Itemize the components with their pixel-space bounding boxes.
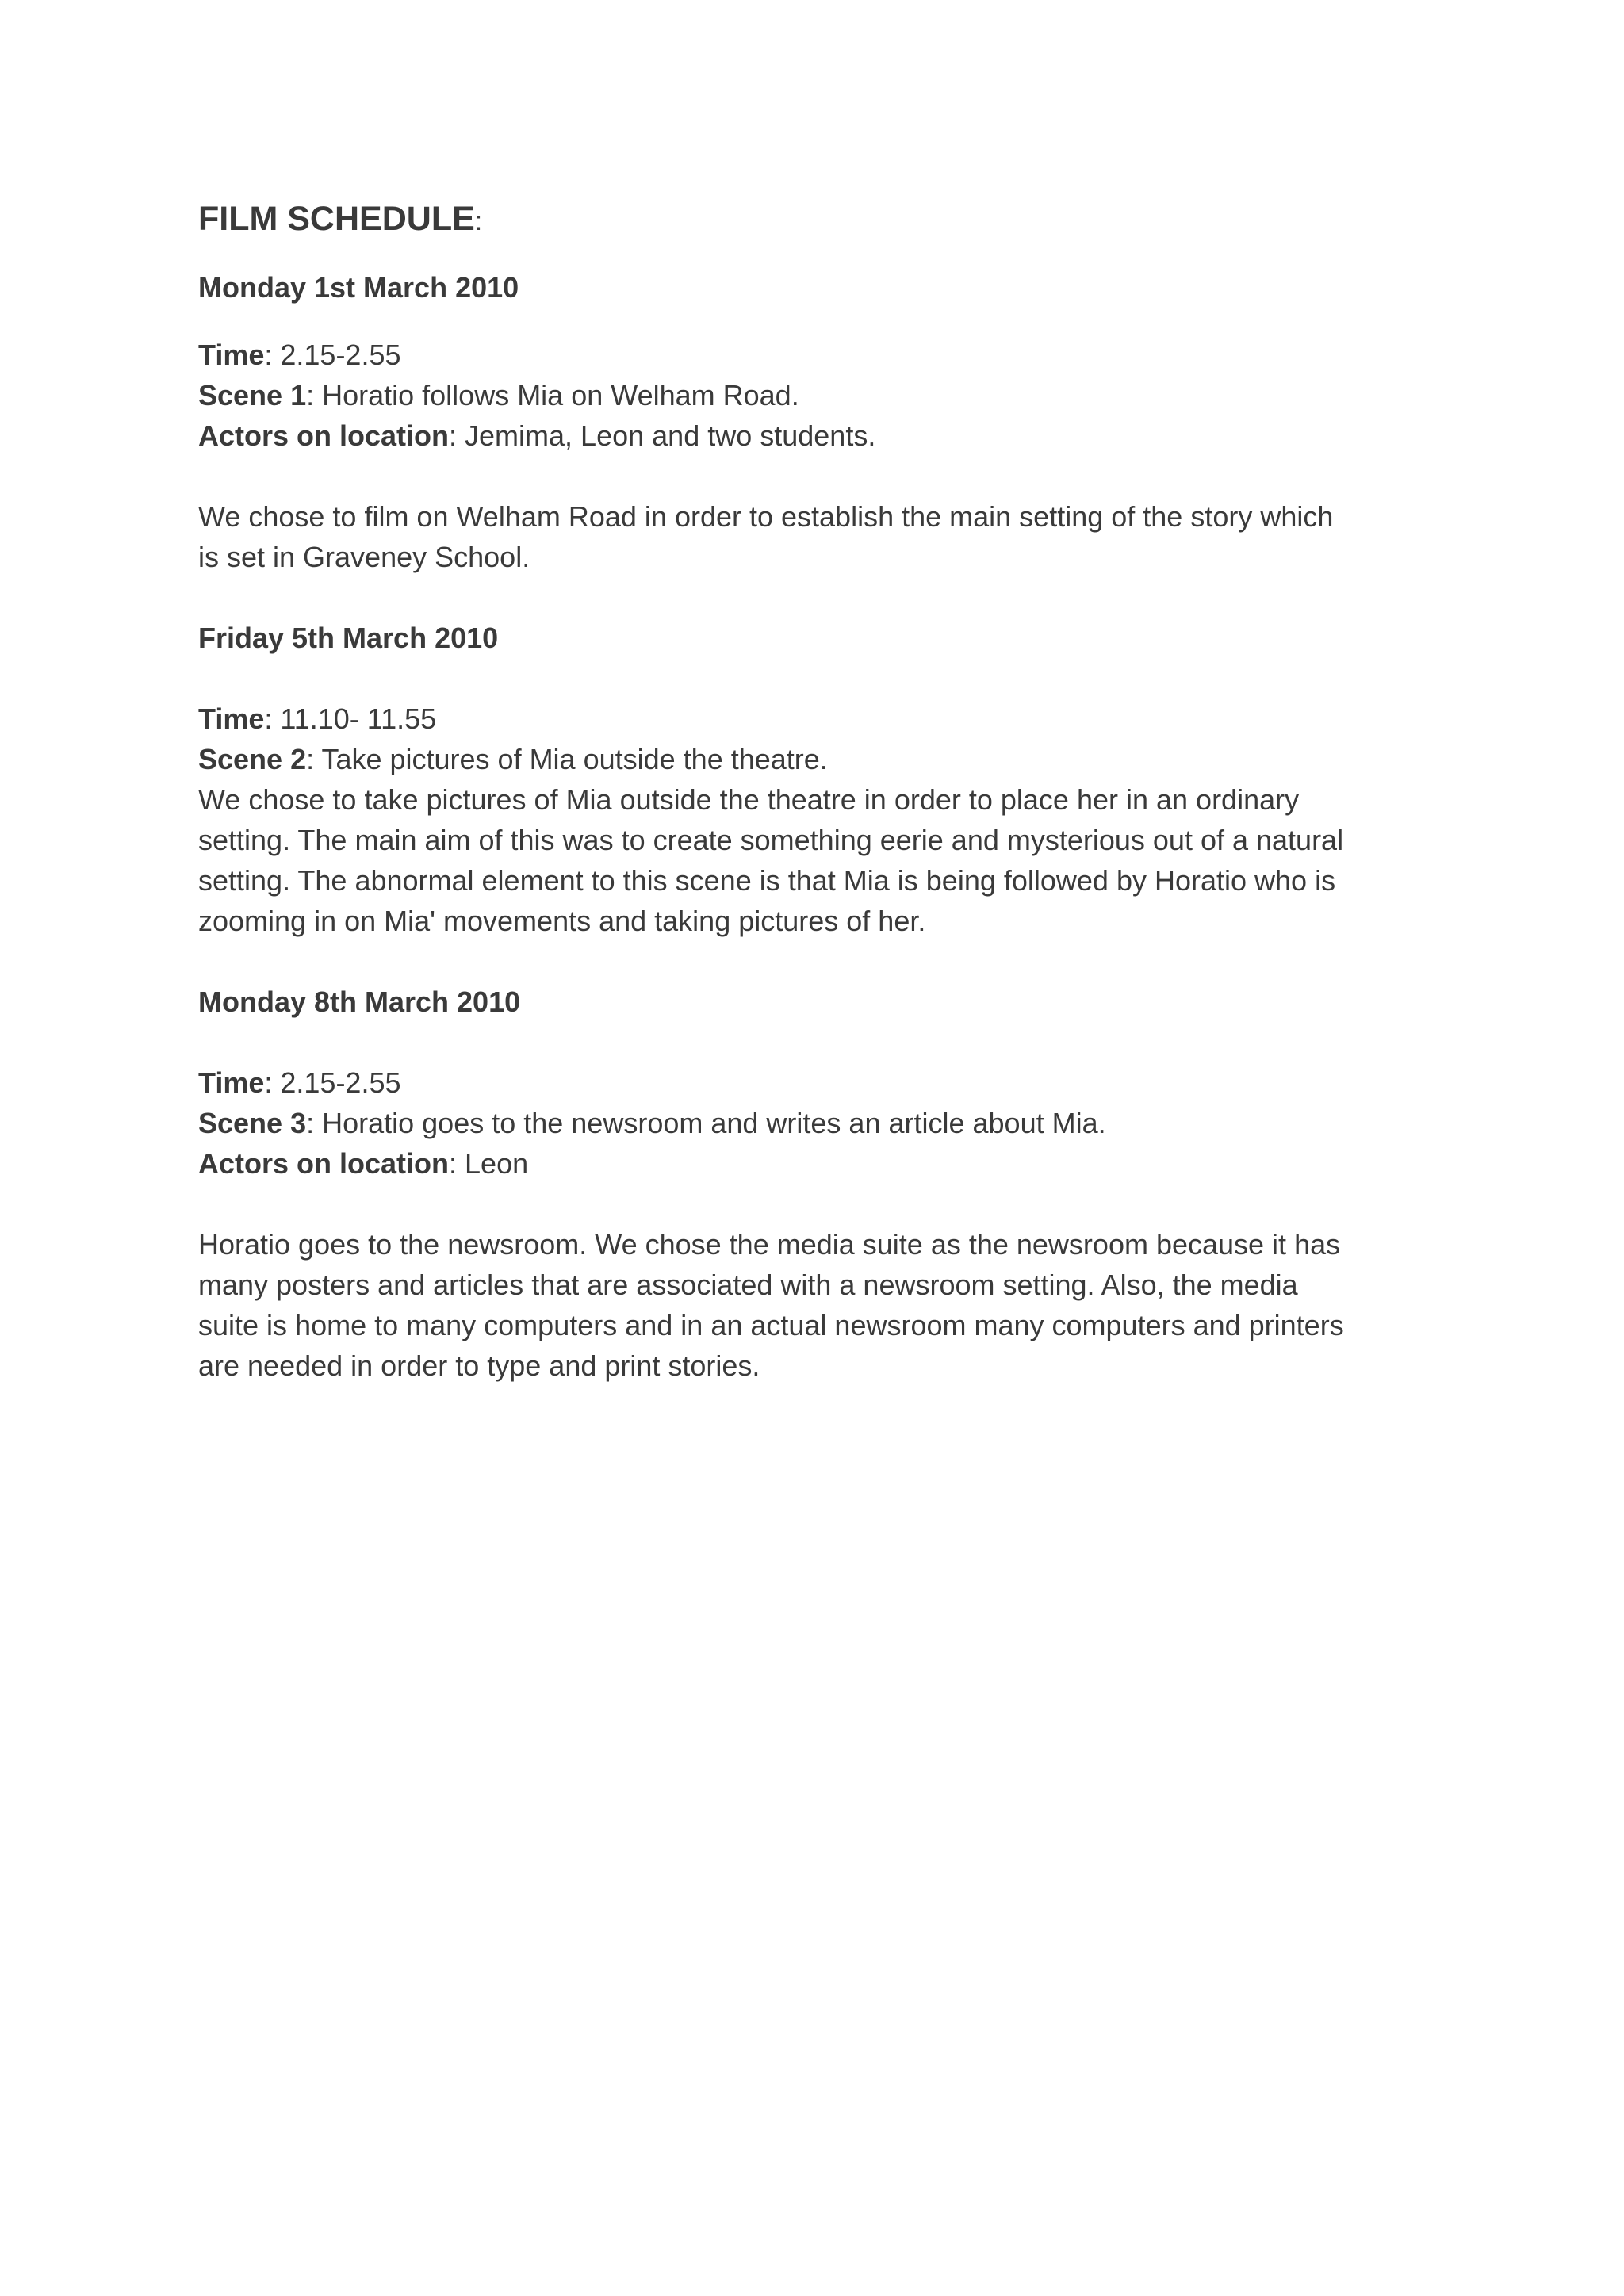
description-line: setting. The main aim of this was to create something eerie and mysterious out of a natural	[198, 824, 1344, 856]
description-line: We chose to film on Welham Road in order to establish the main setting of the story which	[198, 500, 1334, 533]
schedule-entry-1	[198, 267, 1435, 577]
entry-date: Monday 1st March 2010	[198, 271, 519, 304]
description-line: is set in Graveney School.	[198, 541, 530, 573]
document-title: FILM SCHEDULE:	[198, 200, 483, 238]
description-line: many posters and articles that are associated with a newsroom setting. Also, the media	[198, 1269, 1298, 1301]
schedule-entry-2	[198, 618, 1435, 941]
entry-time: Time: 2.15-2.55	[198, 1066, 401, 1099]
entry-date: Friday 5th March 2010	[198, 622, 499, 654]
entry-time: Time: 11.10- 11.55	[198, 702, 437, 735]
description-line: zooming in on Mia' movements and taking pictures of her.	[198, 905, 926, 937]
entry-time: Time: 2.15-2.55	[198, 339, 401, 371]
entry-description	[198, 1224, 1435, 1386]
entry-scene: Scene 3: Horatio goes to the newsroom and writes an article about Mia.	[198, 1107, 1106, 1139]
description-line: We chose to take pictures of Mia outside the theatre in order to place her in an ordinary	[198, 783, 1300, 816]
document-page	[198, 197, 1435, 1386]
entry-description	[198, 496, 1435, 577]
title-colon: :	[474, 206, 483, 236]
description-line: suite is home to many computers and in an actual newsroom many computers and printers	[198, 1309, 1344, 1341]
entry-description	[198, 779, 1435, 941]
description-line: Horatio goes to the newsroom. We chose the media suite as the newsroom because it has	[198, 1228, 1341, 1261]
entry-scene: Scene 1: Horatio follows Mia on Welham Road.	[198, 379, 799, 411]
entry-actors: Actors on location: Jemima, Leon and two students.	[198, 419, 876, 452]
description-line: setting. The abnormal element to this scene is that Mia is being followed by Horatio who is	[198, 864, 1336, 897]
entry-date: Monday 8th March 2010	[198, 985, 521, 1018]
description-line: are needed in order to type and print stories.	[198, 1349, 760, 1382]
entry-actors: Actors on location: Leon	[198, 1147, 529, 1180]
schedule-entry-3	[198, 982, 1435, 1386]
entry-scene: Scene 2: Take pictures of Mia outside the theatre.	[198, 743, 828, 775]
